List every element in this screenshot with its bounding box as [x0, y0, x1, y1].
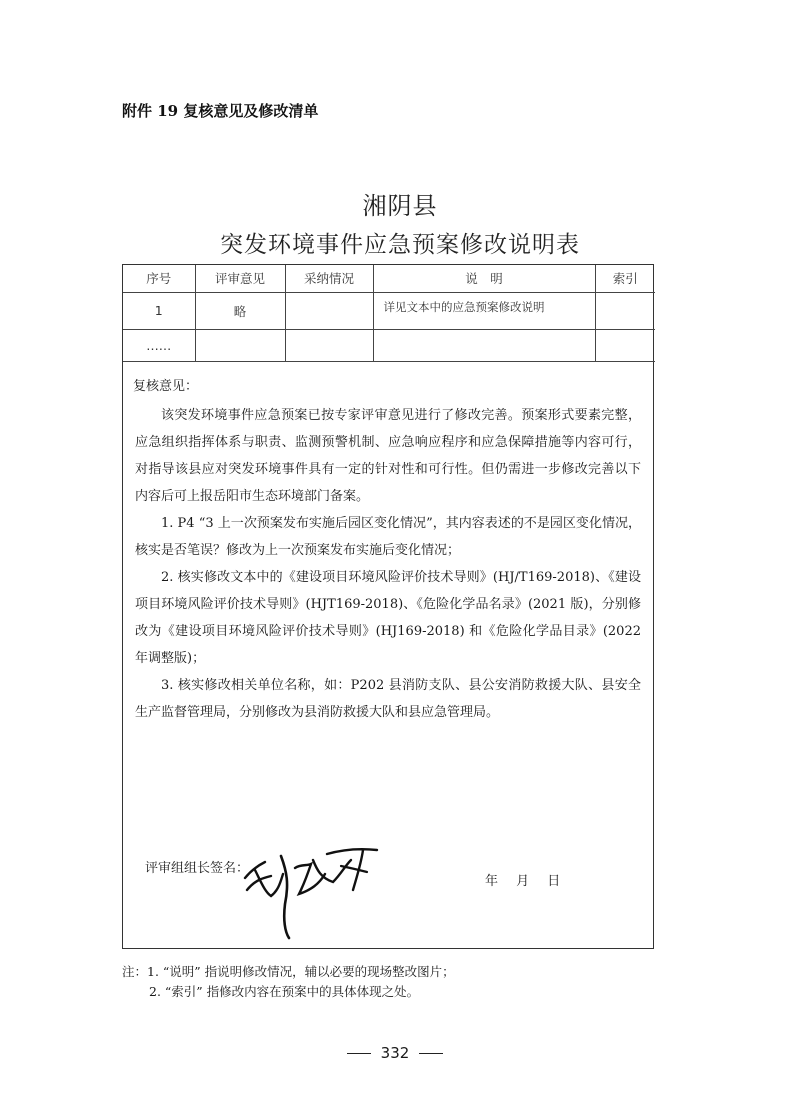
- cell-explanation: 详见文本中的应急预案修改说明: [373, 292, 595, 329]
- col-header-review-opinion: 评审意见: [195, 265, 285, 292]
- cell-adoption: [285, 329, 373, 361]
- sign-date: 年 月 日: [485, 874, 561, 889]
- review-opinion-body: [135, 402, 641, 726]
- table-header-row: [123, 265, 655, 292]
- dash-divider: [347, 1053, 371, 1054]
- cell-explanation: [373, 329, 595, 361]
- cell-review-opinion: [195, 329, 285, 361]
- dash-divider: [419, 1053, 443, 1054]
- review-paragraph: 3. 核实修改相关单位名称，如：P202 县消防支队、县公安消防救援大队、县安全生产监督管理局，分别修改为县消防救援大队和县应急管理局。: [135, 678, 641, 720]
- attachment-title: 附件 19 复核意见及修改清单: [122, 102, 319, 120]
- col-header-explanation: 说 明: [373, 265, 595, 292]
- review-paragraph: 该突发环境事件应急预案已按专家评审意见进行了修改完善。预案形式要素完整，应急组织指挥体系与职责、监测预警机制、应急响应程序和应急保障措施等内容可行，对指导该县应对突发环境事件具有一定的针对性和可行性。但仍需进一步修改完善以下内容后可上报岳阳市生态环境部门备案。: [135, 408, 641, 504]
- handwritten-signature: [241, 820, 381, 940]
- table-row: [123, 292, 655, 329]
- signer-label: 评审组组长签名：: [145, 861, 250, 876]
- footnote-item: 注：1. “说明” 指说明修改情况，辅以必要的现场整改图片；: [122, 964, 455, 979]
- table-row: [123, 329, 655, 361]
- page-number: [0, 1044, 790, 1062]
- col-header-reference: 索引: [595, 265, 655, 292]
- cell-adoption: [285, 292, 373, 329]
- doc-title-main: 突发环境事件应急预案修改说明表: [220, 232, 580, 258]
- review-opinion-label: 复核意见：: [133, 379, 199, 394]
- cell-index: 1: [123, 292, 195, 329]
- col-header-adoption: 采纳情况: [285, 265, 373, 292]
- cell-review-opinion: 略: [195, 292, 285, 329]
- cell-index: ……: [123, 329, 195, 361]
- review-paragraph: 2. 核实修改文本中的《建设项目环境风险评价技术导则》(HJ/T169-2018)、《建设项目环境风险评价技术导则》(HJT169-2018)、《危险化学品名录》(2021 版)，分别修改为《建设项目环境风险评价技术导则》(HJ169-2018) 和《危险化学品目录》(2022 年调整版)；: [135, 570, 641, 666]
- revision-table: [123, 265, 655, 362]
- cell-reference: [595, 329, 655, 361]
- review-paragraph: 1. P4 “3 上一次预案发布实施后园区变化情况”，其内容表述的不是园区变化情况，核实是否笔误？修改为上一次预案发布实施后变化情况；: [135, 516, 641, 558]
- footnotes: [122, 962, 455, 1002]
- page-number-value: 332: [380, 1044, 410, 1062]
- doc-title-county: 湘阴县: [362, 192, 438, 220]
- col-header-index: 序号: [123, 265, 195, 292]
- cell-reference: [595, 292, 655, 329]
- revision-form: [122, 264, 654, 949]
- footnote-item: 2. “索引” 指修改内容在预案中的具体体现之处。: [149, 984, 420, 999]
